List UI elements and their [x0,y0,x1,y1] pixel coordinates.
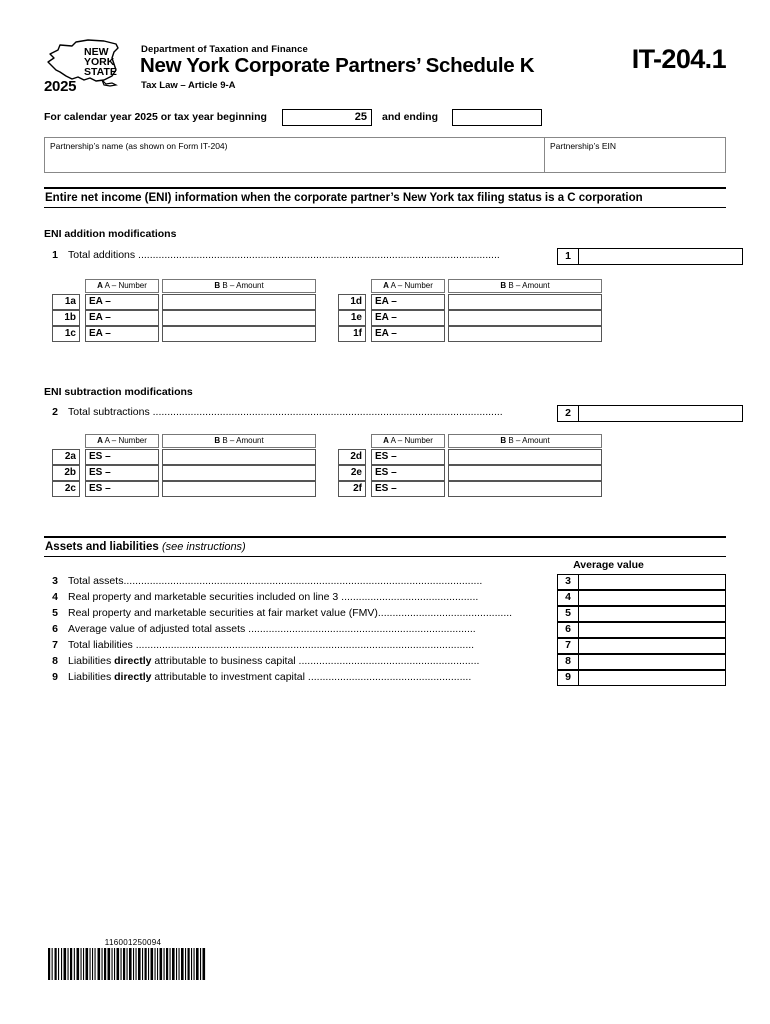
asset-row-6-box-number: 6 [557,622,579,638]
asset-row-6-number: 6 [52,623,58,635]
partnership-info-box [44,137,726,173]
tax-year-ending-input[interactable] [452,109,542,126]
and-ending-label: and ending [382,111,438,123]
barcode-bars-icon [48,948,208,980]
asset-row-5-value-input[interactable] [579,606,726,622]
row-number-input-1a[interactable] [85,294,159,310]
asset-row-7-number: 7 [52,639,58,651]
asset-row-5-text [68,607,512,619]
row-amount-input-1d[interactable] [448,294,602,310]
leader-dots: ............................................... [338,591,479,603]
asset-row-7-label: Total liabilities [68,639,133,651]
row-prefix-1e: EA – [375,312,397,323]
asset-row-5-box-number: 5 [557,606,579,622]
row-prefix-2d: ES – [375,451,397,462]
line-1-answer-group [557,248,743,265]
row-label-1e: 1e [338,310,366,326]
partnership-ein-field[interactable] [545,138,725,172]
row-label-2b: 2b [52,465,80,481]
line-2-answer-group [557,405,743,422]
leader-dots: ............................................................................................................................ [135,249,500,261]
partnership-name-label: Partnership’s name (as shown on Form IT-204) [50,141,228,151]
leader-dots: ........................................................ [304,671,472,683]
row-number-input-2a[interactable] [85,449,159,465]
line-1-text: Total additions [68,249,136,261]
assets-section-heading [44,536,726,557]
row-prefix-2b: ES – [89,467,111,478]
col-header-a-left-sub: A A – Number [85,434,159,448]
line-1-box-number: 1 [557,248,579,265]
new-york-state-logo [44,36,136,94]
eni-section-heading [44,187,726,208]
leader-dots: .............................................................................. [245,623,476,635]
eni-section-heading-text: Entire net income (ENI) information when the corporate partner’s New York tax filing status is a C corporation [45,192,643,204]
row-amount-input-2e[interactable] [448,465,602,481]
leader-dots: .............................................. [377,607,513,619]
row-label-2c: 2c [52,481,80,497]
tax-year-row [44,109,726,127]
row-number-input-1b[interactable] [85,310,159,326]
line-2-text: Total subtractions [68,406,150,418]
form-title: New York Corporate Partners’ Schedule K [140,54,535,77]
asset-row-4-number: 4 [52,591,58,603]
asset-row-6-text [68,623,476,635]
asset-row-5-label: Real property and marketable securities at fair market value (FMV) [68,607,378,619]
row-number-input-1c[interactable] [85,326,159,342]
line-1-leader [68,249,558,261]
col-header-a-left-sub-text: A – Number [104,436,147,445]
asset-row-3 [44,574,726,590]
row-amount-input-2a[interactable] [162,449,316,465]
asset-row-6 [44,622,726,638]
asset-row-8-value-input[interactable] [579,654,726,670]
leader-dots: .............................................................. [295,655,480,667]
line-1-number: 1 [52,249,58,261]
row-amount-input-2b[interactable] [162,465,316,481]
logo-line-1: NEW [84,46,109,58]
asset-row-8-box-number: 8 [557,654,579,670]
assets-section-heading-text: Assets and liabilities [45,541,159,553]
assets-section-heading-note: (see instructions) [161,541,246,553]
row-prefix-1b: EA – [89,312,111,323]
leader-dots: ........................................................................................................................... [123,575,483,587]
row-label-1c: 1c [52,326,80,342]
row-amount-input-1b[interactable] [162,310,316,326]
asset-row-5 [44,606,726,622]
calendar-year-label: For calendar year 2025 or tax year beginning [44,111,267,123]
row-number-input-2f[interactable] [371,481,445,497]
asset-row-4 [44,590,726,606]
col-header-b-right-sub: B B – Amount [448,434,602,448]
row-number-input-2b[interactable] [85,465,159,481]
row-amount-input-2d[interactable] [448,449,602,465]
row-prefix-2f: ES – [375,483,397,494]
row-label-2f: 2f [338,481,366,497]
eni-addition-subheading: ENI addition modifications [44,228,177,240]
row-label-1d: 1d [338,294,366,310]
row-prefix-1d: EA – [375,296,397,307]
row-amount-input-1c[interactable] [162,326,316,342]
asset-row-4-box-number: 4 [557,590,579,606]
row-amount-input-1a[interactable] [162,294,316,310]
asset-row-3-label: Total assets [68,575,124,587]
row-label-1b: 1b [52,310,80,326]
row-number-input-2d[interactable] [371,449,445,465]
asset-row-3-value-input[interactable] [579,574,726,590]
asset-row-4-text [68,591,478,603]
row-amount-input-2f[interactable] [448,481,602,497]
col-header-a-right: A A – Number [371,279,445,293]
asset-row-9-number: 9 [52,671,58,683]
asset-row-3-text [68,575,482,587]
eni-subtraction-subheading: ENI subtraction modifications [44,386,193,398]
form-number: IT-204.1 [631,44,726,74]
eni-subtraction-table-left [52,434,318,497]
asset-row-9-value-input[interactable] [579,670,726,686]
row-number-input-2e[interactable] [371,465,445,481]
asset-row-8-text: Liabilities directly attributable to business capital .............................................................. [68,655,480,667]
logo-year: 2025 [44,78,77,95]
row-prefix-2e: ES – [375,467,397,478]
asset-row-9-bold-word: directly [114,671,152,683]
logo-line-2: YORK [84,56,115,68]
row-number-input-1f[interactable] [371,326,445,342]
row-amount-input-1f[interactable] [448,326,602,342]
col-header-b-right-text: B – Amount [508,281,550,290]
row-prefix-2a: ES – [89,451,111,462]
asset-row-4-value-input[interactable] [579,590,726,606]
leader-dots: ........................................................................................................................ [149,406,503,418]
line-2-total-subtractions [44,405,726,423]
col-header-b-left-text: B – Amount [222,281,264,290]
average-value-column-header: Average value [573,559,644,571]
col-header-a-left-text: A – Number [104,281,147,290]
partnership-ein-label: Partnership’s EIN [550,141,616,151]
logo-line-3: STATE [84,66,117,78]
col-header-a-right-text: A – Number [390,281,433,290]
row-number-input-1d[interactable] [371,294,445,310]
asset-row-6-value-input[interactable] [579,622,726,638]
asset-row-3-number: 3 [52,575,58,587]
asset-row-6-label: Average value of adjusted total assets [68,623,246,635]
barcode-number: 116001250094 [104,938,162,947]
asset-row-9-text: Liabilities directly attributable to investment capital ........................................................ [68,671,472,683]
asset-row-7-text [68,639,474,651]
leader-dots: .................................................................................................................... [132,639,475,651]
row-label-1f: 1f [338,326,366,342]
form-header [44,36,726,98]
line-2-number: 2 [52,406,58,418]
line-2-value-input[interactable] [579,405,743,422]
asset-row-9 [44,670,726,686]
col-header-b-right: B B – Amount [448,279,602,293]
assets-rows-container [44,574,726,686]
col-header-a-left: A A – Number [85,279,159,293]
department-line: Department of Taxation and Finance [141,44,308,55]
asset-row-3-box-number: 3 [557,574,579,590]
form-barcode [48,938,208,985]
col-header-b-left-sub: B B – Amount [162,434,316,448]
row-prefix-2c: ES – [89,483,111,494]
asset-row-7-value-input[interactable] [579,638,726,654]
asset-row-7-box-number: 7 [557,638,579,654]
col-header-a-right-sub: A A – Number [371,434,445,448]
partnership-name-field[interactable] [45,138,545,172]
asset-row-8-bold-word: directly [114,655,152,667]
asset-row-7 [44,638,726,654]
asset-row-5-number: 5 [52,607,58,619]
row-label-2e: 2e [338,465,366,481]
asset-row-4-label: Real property and marketable securities included on line 3 [68,591,339,603]
line-2-leader [68,406,558,418]
line-2-box-number: 2 [557,405,579,422]
row-amount-input-2c[interactable] [162,481,316,497]
row-number-input-2c[interactable] [85,481,159,497]
row-prefix-1c: EA – [89,328,111,339]
row-label-2a: 2a [52,449,80,465]
col-header-b-right-sub-text: B – Amount [508,436,550,445]
eni-addition-table-right [338,279,604,342]
line-1-value-input[interactable] [579,248,743,265]
row-label-1a: 1a [52,294,80,310]
tax-year-beginning-input[interactable]: 25 [282,109,372,126]
row-amount-input-1e[interactable] [448,310,602,326]
row-prefix-1a: EA – [89,296,111,307]
asset-row-9-box-number: 9 [557,670,579,686]
row-number-input-1e[interactable] [371,310,445,326]
tax-law-line: Tax Law – Article 9-A [141,80,236,91]
eni-subtraction-table-right [338,434,604,497]
asset-row-8-number: 8 [52,655,58,667]
col-header-b-left: B B – Amount [162,279,316,293]
col-header-a-right-sub-text: A – Number [390,436,433,445]
asset-row-8 [44,654,726,670]
eni-addition-table-left [52,279,318,342]
row-label-2d: 2d [338,449,366,465]
col-header-b-left-sub-text: B – Amount [222,436,264,445]
row-prefix-1f: EA – [375,328,397,339]
line-1-total-additions [44,248,726,266]
